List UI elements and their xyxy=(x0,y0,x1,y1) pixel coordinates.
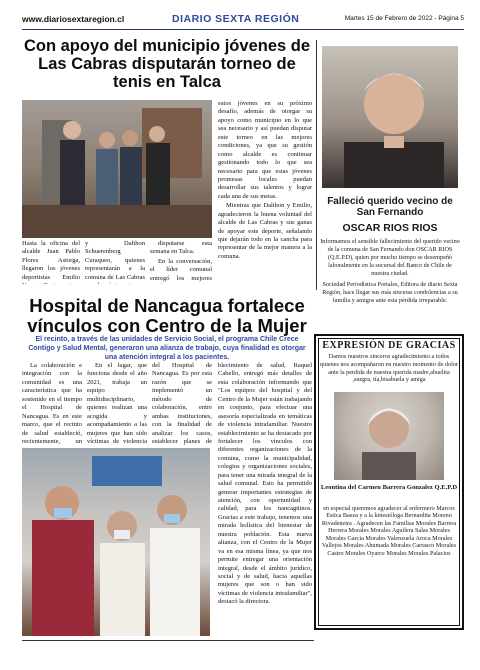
story1-col2: y Dalthon Schuerenberg Curaqueo, quienes representarán a la comuna de Las Cabras xyxy=(85,240,145,281)
gratitude-name: Leontina del Carmen Barrera Gonzalez Q.E.P.D xyxy=(320,484,458,491)
health-staff-photo-icon xyxy=(22,448,210,636)
story2-col2-p: En el lugar, que funciona desde el año 2021, trabaja un equipo multidisciplinario, quienes realizan una acogida y acompañamiento a las mujeres que han sido víctimas de violencia xyxy=(87,362,147,445)
page-header xyxy=(22,14,464,30)
story2-lead: El recinto, a través de las unidades de Servicio Social, el programa Chile Crece Contigo y Salud Mental, generaron una alianza de trabajo, cuya finalidad es otorgar una atención integral a los pacientes. xyxy=(28,336,306,361)
footer-rule xyxy=(22,640,314,641)
story1-col3-p2: En la conversación, el líder comunal entregó los mejores xyxy=(150,257,212,282)
obituary-p2: Sociedad Periodística Portales, Editora de diario Sexta Región, hace llegar sus más sinceras condolencias a su familia y amigos ante esta pérdida irreparable. xyxy=(322,281,458,305)
column-divider xyxy=(316,40,317,290)
masthead: DIARIO SEXTA REGIÓN xyxy=(172,13,300,25)
story2-col2 xyxy=(87,362,147,446)
story1-col4-p1: estos jóvenes en su próximo desafío, además de otorgar su apoyo como municipio en lo que sea necesario y así puedan disputar este torneo en las mejores condiciones, ya que su gestión como alcalde es continuar gestionando todo lo que sea necesario para que estas jóvenes promesas locales puedan desarrollar sus talentos y lograr cada una de sus metas. xyxy=(218,100,312,200)
story1-col4-p2: Mientras que Dalthon y Emilio, agradecieron la buena voluntad del alcalde de Las Cabras y sus ganas de apoyar este deporte, señalando que dejarán todo en la cancha para representar de la mejor manera a la comuna. xyxy=(218,202,312,260)
story2-col3-p1: del Hospital de Nancagua. Es por esta razón que se implementó un método de colaboración, entre ambas instituciones, con la finalidad de analizar los casos, establecer planes de xyxy=(152,362,212,445)
story2-col4 xyxy=(218,362,312,638)
story1-col1: Hasta la oficina del alcalde Juan Pablo Flores Astorga, llegaron los jóvenes deportistas Emilio xyxy=(22,240,80,281)
gratitude-intro: Damos nuestros sinceros agradecimiento a todos quienes nos acompañaron en nuestro momento de dolor ante la perdida de nuestra querida madre,abuelita ,suegra, tía,bisabuela y amiga xyxy=(320,353,458,384)
story1-col4 xyxy=(218,100,312,284)
gratitude-title: EXPRESIÓN DE GRACIAS xyxy=(322,340,456,351)
site-url[interactable]: www.diariosextaregion.cl xyxy=(22,14,125,24)
obituary-title: Falleció querido vecino de San Fernando xyxy=(327,196,453,218)
gratitude-body: en especial queremos agradecer al enfermero Marcos Estica Baeza y a la kinesióloga Bernardita Moreno Rivadeneira . Agradecen las Familias Morales Barrera Herrera Morales Morales Aguilera Salas Morales Morales Garcia Morales Valenzuela Aroca Morales Vallejos Morales Ahumada Morales Carrasco Morales Castro Morales Oyarce Morales Morales Palacios xyxy=(321,505,457,557)
story2-col1 xyxy=(22,362,82,446)
story1-col3 xyxy=(150,240,212,284)
elderly-woman-photo-icon xyxy=(334,392,444,480)
obituary-body xyxy=(320,238,460,309)
people-photo-icon xyxy=(22,100,212,238)
story2-col4-p: blecimiento de salud, Raquel Cabello, entregó más detalles de esta colaboración informando que "Los equipos del hospital y del Centro de la Mujer están trabajando en conjunto, para efectuar una asesoría especializada en temáticas de violencia intrafamiliar. Nuestro establecimiento se ha destacado por fortalecer los vínculos con diferentes organizaciones de la comuna, como la municipalidad, colegios y organizaciones sociales, para tener una mirada integral de la salud comunal. Esto ha permitido generar importantes estrategias de atención, con oportunidad y calidad, para los nancagüinos. Gracias a este trabajo, tenemos una mirada holística del bienestar de nuestra población. Esta nueva alianza, con el Centro de la Mujer va en esa misma línea, ya que nos permite entregar una orientación integral, desde el ámbito jurídico, social y de salud, hacia aquellas mujeres que son o han sido víctimas de violencia intrafamiliar", destacó la directora. xyxy=(218,362,312,606)
story2-photo xyxy=(22,448,210,636)
story2-col3 xyxy=(152,362,212,446)
gratitude-photo xyxy=(334,392,444,480)
story1-photo xyxy=(22,100,212,238)
story1-col3-p1: disputarse esta semana en Talca. xyxy=(150,240,212,256)
obituary-photo xyxy=(322,46,458,188)
story1-headline: Con apoyo del municipio jóvenes de Las Cabras disputarán torneo de tenis en Talca xyxy=(23,37,311,91)
obituary-name: OSCAR RIOS RIOS xyxy=(342,222,438,234)
elderly-man-photo-icon xyxy=(322,46,458,188)
story2-col1-p: La colaboración e integración con la comunidad es una característica que ha sostenido en el tiempo el Hospital de Nancagua. Es en este marco, que el recinto de salud estableció, recientemente, un xyxy=(22,362,82,445)
obituary-p1: Informamos el sensible fallecimiento del querido vecino de la comuna de San Fernando don OSCAR RIOS (Q.E.P.D), quien por mucho tiempo se desempeñó laboralmente en la sucursal del Banco de Chile de nuestra ciudad. xyxy=(320,238,460,278)
story2-headline: Hospital de Nancagua fortalece vínculos con Centro de la Mujer xyxy=(27,295,307,336)
date-page: Martes 15 de Febrero de 2022 - Página 5 xyxy=(344,15,464,22)
